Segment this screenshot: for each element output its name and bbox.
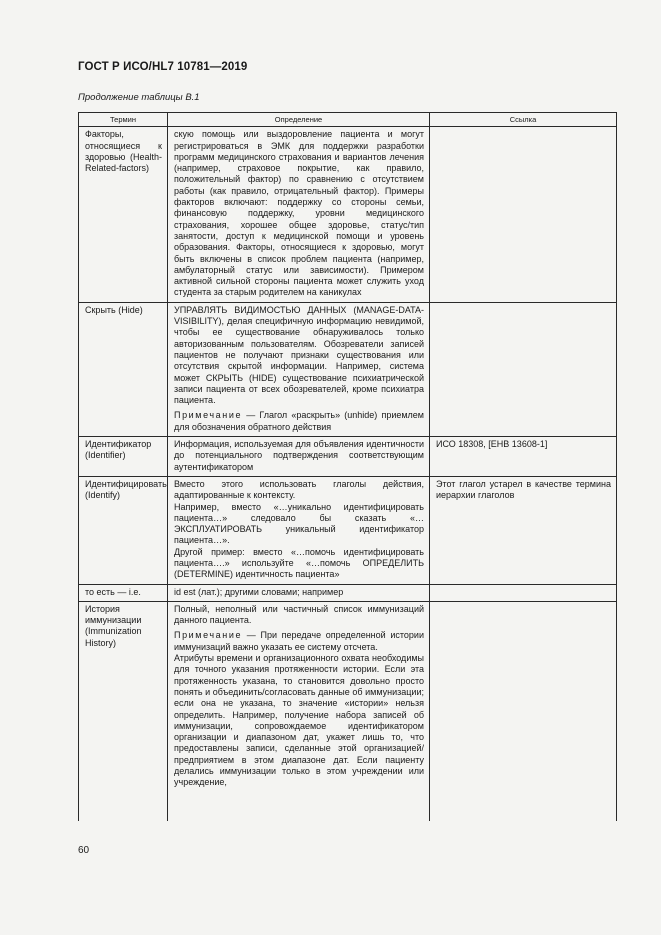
term-cell: Факторы, относящиеся к здоровью (Health-Related-factors): [79, 127, 168, 302]
definition-text: Полный, неполный или частичный список иммунизаций данного пациента.: [174, 603, 424, 626]
definition-cell: [168, 476, 430, 584]
note-label: Примечание: [174, 630, 243, 641]
column-header-term: Термин: [79, 113, 168, 127]
table-header-row: [79, 113, 617, 127]
definition-cell: [168, 127, 430, 302]
definition-text: Вместо этого использовать глаголы действия, адаптированные к контексту.: [174, 478, 424, 501]
reference-cell: [430, 302, 617, 436]
table-row: [79, 302, 617, 436]
terms-table: [78, 112, 617, 821]
definition-cell: [168, 437, 430, 477]
definition-text: скую помощь или выздоровление пациента и могут регистрироваться в ЭМК для поддержки разработки программ медицинского страхования и вариантов лечения (например, страховое покрытие, как правило, положительный фактор) по сравнению с отсутствием работы (как правило, отрицательный фактор). Примеры факторов включают: поддержку со стороны семьи, финансовую поддержку, уровни медицинского страхования, хорошее общее здоровье, статус/тип занятости, доступ к медицинской помощи и уровень образования. Факторы, относящиеся к здоровью, могут быть включены в список проблем пациента (например, амбулаторный статус или зависимости). Примером активной сильной стороны пациента может служить уход студента за старым родителем на каникулах: [174, 129, 424, 298]
column-header-definition: Определение: [168, 113, 430, 127]
definition-cell: [168, 601, 430, 821]
term-cell: Идентифицировать (Identify): [79, 476, 168, 584]
table-row: [79, 437, 617, 477]
reference-cell: [430, 601, 617, 821]
reference-cell: [430, 127, 617, 302]
term-cell: Скрыть (Hide): [79, 302, 168, 436]
definition-text: Другой пример: вместо «…помочь идентифицировать пациента….» используйте «…помочь ОПРЕДЕЛИТЬ (DETERMINE) идентичность пациента»: [174, 546, 424, 580]
definition-text: УПРАВЛЯТЬ ВИДИМОСТЬЮ ДАННЫХ (MANAGE-DATA-VISIBILITY), делая специфичную информацию невидимой, чтобы ее существование обнаруживалось только авторизованным пользователям. Обозреватели записей пациентов не получают признаки существования или отсутствия скрытой информации. Например, система может СКРЫТЬ (HIDE) существование психиатрической записи пациента от всех обозревателей, кроме психиатра пациента.: [174, 304, 424, 406]
note-text: — При передаче определенной истории иммунизаций важно указать ее систему отсчета.: [174, 630, 424, 652]
table-row: [79, 601, 617, 821]
definition-cell: [168, 584, 430, 601]
table-row: [79, 127, 617, 302]
reference-cell: ИСО 18308, [ЕНВ 13608-1]: [430, 437, 617, 477]
term-cell: История иммунизации (Immunization History): [79, 601, 168, 821]
definition-text: Например, вместо «…уникально идентифицировать пациента…» следовало бы сказать «… ЭКСПЛУАТИРОВАТЬ уникальный идентификатор пациента…».: [174, 501, 424, 546]
table-row: [79, 584, 617, 601]
document-header: ГОСТ Р ИСО/HL7 10781—2019: [78, 61, 248, 73]
definition-cell: [168, 302, 430, 436]
term-cell: то есть — i.e.: [79, 584, 168, 601]
column-header-reference: Ссылка: [430, 113, 617, 127]
note-label: Примечание: [174, 410, 243, 421]
note: [174, 630, 424, 653]
table-continuation-caption: Продолжение таблицы В.1: [78, 92, 200, 103]
table-row: [79, 476, 617, 584]
definition-text: Атрибуты времени и организационного охвата необходимы для точного указания протяженности истории. Если эта протяженность указана, то становится довольно просто понять и объединить/согласовать данные об иммунизации; если она не указана, то значение «истории» нельзя определить. Например, получение набора записей об иммунизации, сопровождаемое идентификатором организации и диапазоном дат, укажет лишь то, что предоставлены записи, сделанные этой организацией/предприятием в этом диапазоне дат. Если пациенту делались иммунизации только в этом учреждении или учреждение,: [174, 653, 424, 788]
page-number: 60: [78, 845, 90, 856]
definition-text: Информация, используемая для объявления идентичности до потенциального подтверждения соответствующим аутентификатором: [174, 439, 424, 472]
reference-cell: [430, 584, 617, 601]
term-cell: Идентификатор (Identifier): [79, 437, 168, 477]
reference-cell: Этот глагол устарел в качестве термина иерархии глаголов: [430, 476, 617, 584]
definition-text: id est (лат.); другими словами; например: [174, 586, 344, 597]
note-text: — Глагол «раскрыть» (unhide) приемлем для обозначения обратного действия: [174, 410, 424, 432]
note: [174, 410, 424, 433]
